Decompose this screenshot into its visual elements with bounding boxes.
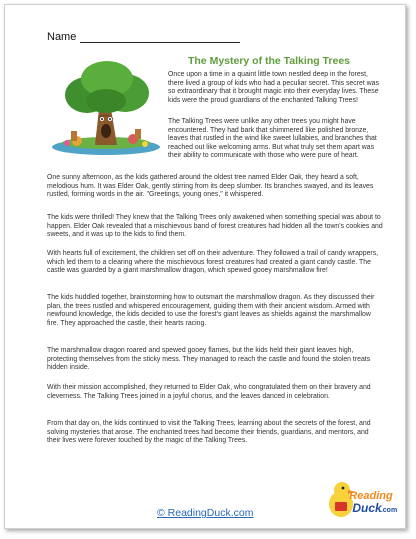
story-paragraph-9: From that day on, the kids continued to visit the Talking Trees, learning about the secrets of the forest, and solving mysteries that arose. The enchanted trees had become their friends, guardians, and mentors, and their lives were forever touched by the magic of the Talking Trees.: [47, 420, 371, 445]
logo-text-duck: Duck: [352, 501, 382, 515]
story-paragraph-1: Once upon a time in a quaint little town nestled deep in the forest, there lived a group of kids who had a peculiar secret. This secret was so extraordinary that it brought magic into their everyday lives. These kids were the proud guardians of the enchanted Talking Trees!: [168, 71, 379, 104]
name-blank-line[interactable]: [80, 32, 240, 43]
name-label: Name: [47, 31, 77, 43]
talking-tree-illustration: [47, 57, 165, 157]
story-paragraph-5: With hearts full of excitement, the children set off on their adventure. They followed a trail of candy wrappers, which led them to a clearing where the mischievous forest creatures had created a giant candy castle. The castle was guarded by a giant marshmallow dragon, which spewed gooey marshmallow fire!: [47, 250, 379, 275]
logo-text-suffix: .com: [380, 507, 398, 514]
story-paragraph-8: With their mission accomplished, they returned to Elder Oak, who congratulated them on their bravery and cleverness. The Talking Trees joined in a joyful chorus, and the leaves danced in celebration.: [47, 384, 371, 400]
name-field-row: [47, 31, 240, 43]
story-paragraph-6: The kids huddled together, brainstorming how to outsmart the marshmallow dragon. As they discussed their plan, the trees rustled and whispered encouragement, guiding them with their ancient wisdom. Armed with newfound knowledge, the kids decided to use the forest's giant leaves as shields against the marshmallow fire. They approached the castle, their hearts racing.: [47, 294, 375, 327]
worksheet-page: [4, 4, 406, 529]
story-paragraph-4: The kids were thrilled! They knew that the Talking Trees only awakened when something special was about to happen. Elder Oak revealed that a mischievous band of forest creatures had hidden all the town's cookies and sweets, and it was up to the kids to find them.: [47, 214, 383, 239]
story-paragraph-2: The Talking Trees were unlike any other trees you might have encountered. They had bark that shimmered like polished bronze, leaves that rustled in the wind like sweet lullabies, and branches that reached out like welcoming arms. But what truly set them apart was their ability to communicate with those who were pure of heart.: [168, 118, 377, 160]
story-paragraph-7: The marshmallow dragon roared and spewed gooey flames, but the kids held their giant leaves high, protecting themselves from the sticky mess. They managed to reach the castle and found the stolen treats hidden inside.: [47, 347, 371, 372]
story-paragraph-3: One sunny afternoon, as the kids gathered around the oldest tree named Elder Oak, they heard a soft, melodious hum. It was Elder Oak, gently stirring from its deep slumber. Its branches swayed, and its leaves rustled, forming words in the air. "Greetings, young ones," it whispered.: [47, 174, 374, 199]
story-title: The Mystery of the Talking Trees: [187, 55, 351, 67]
readingduck-footer-link[interactable]: © ReadingDuck.com: [157, 507, 254, 519]
reading-duck-logo: [327, 472, 399, 528]
logo-text-reading: Reading: [349, 490, 393, 502]
